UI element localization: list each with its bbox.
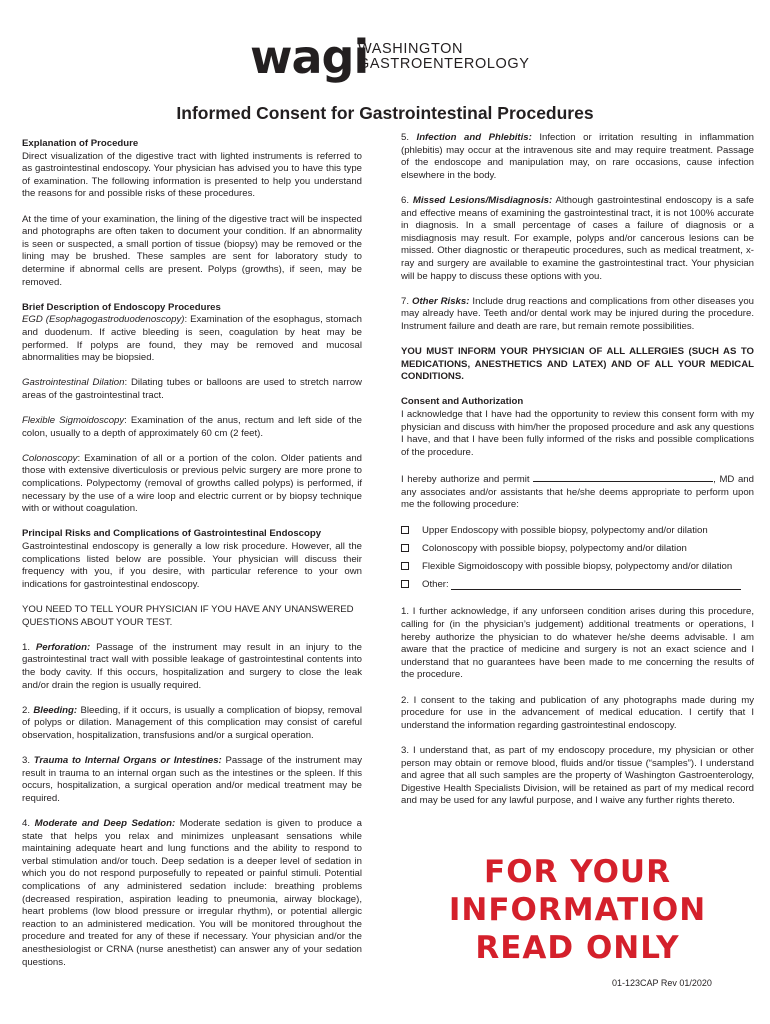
risk-term: Other Risks:: [412, 295, 470, 307]
option-label: Other:: [422, 578, 449, 590]
risk-item-6: [401, 195, 754, 283]
right-column: [401, 132, 754, 808]
sigmoidoscopy-text: : Examination of the anus, rectum and left side of the colon, usually to a depth of approximately 60 cm (2 feet).: [22, 415, 363, 439]
option-label: Colonoscopy with possible biopsy, polypectomy and/or dilation: [422, 542, 687, 554]
document-title: Informed Consent for Gastrointestinal Procedures: [176, 103, 594, 123]
consent-heading: Consent and Authorization: [401, 396, 524, 408]
risks-paragraph: Gastrointestinal endoscopy is generally a low risk procedure. However, all the complications listed below are possible. Your physician will discuss their frequency with you, if you desire, with particular reference to your own indications for gastrointestinal endoscopy.: [22, 541, 362, 590]
acknowledgement-3: 3. I understand that, as part of my endoscopy procedure, my physician or other person may obtain or remove blood, fluids and/or tissue (“samples”). I understand and agree that all such samples are the property of Washington Gastroenterology, Digestive Health Specialists Division, will be retained as part of my medical record and may be used for any lawful purpose, and I waive any further rights thereto.: [401, 744, 754, 807]
colonoscopy-term: Colonoscopy: [22, 452, 78, 464]
risk-term: Trauma to Internal Organs or Intestines:: [33, 755, 222, 767]
risk-number: 4.: [22, 818, 35, 830]
risk-item-5: [401, 132, 754, 182]
risk-term: Moderate and Deep Sedation:: [34, 818, 176, 830]
consent-paragraph: I acknowledge that I have had the opportunity to review this consent form with my physician and discuss with him/her the proposed procedure and ask any questions I have, and that I have been fully informed of the risks and possible complications of the procedure.: [401, 409, 754, 458]
risk-number: 6.: [401, 194, 413, 206]
colonoscopy-paragraph: [22, 453, 362, 516]
risk-item-1: [22, 642, 362, 692]
risk-text: Although gastrointestinal endoscopy is a safe and effective means of examining the gastrointestinal tract, it is not 100% accurate in diagnosis. In a small percentage of cases a failure of diagnosis or a misdiagnosis may result. For example, polyps and/or cancerous lesions can be missed. Other diagnostic or therapeutic procedures, such as medical treatment, x-ray and surgery are available to examine the gastrointestinal tract. Your physician will be happy to discuss these options with you.: [401, 194, 755, 282]
explanation-paragraph-1: Direct visualization of the digestive tract with lighted instruments is referred to as gastrointestinal endoscopy. Your physician has advised you to have this type of examination. The following information is presented to help you understand the reasons for and possible risks of these procedures.: [22, 150, 362, 200]
procedure-option-upper-endoscopy[interactable]: [401, 522, 754, 540]
authorization-statement: [401, 472, 754, 512]
other-procedure-field[interactable]: [451, 580, 741, 590]
left-column: [22, 138, 362, 969]
checkbox[interactable]: [401, 580, 409, 588]
risks-heading: Principal Risks and Complications of Gastrointestinal Endoscopy: [22, 528, 322, 540]
option-label: Upper Endoscopy with possible biopsy, polypectomy and/or dilation: [422, 524, 708, 536]
allergy-notice: YOU MUST INFORM YOUR PHYSICIAN OF ALL ALLERGIES (SUCH AS TO MEDICATIONS, ANESTHETICS AND LATEX) AND OF ALL YOUR MEDICAL CONDITIONS.: [401, 346, 754, 383]
stamp-line-1: FOR YOUR: [484, 854, 671, 890]
risk-term: Infection and Phlebitis:: [416, 132, 532, 143]
logo-line-1: WASHINGTON: [358, 41, 464, 57]
logo-wordmark: wagi: [250, 30, 369, 84]
risk-text: Include drug reactions and complications from other diseases you may already have. Teeth and/or dental work may be injured during the procedure. Instrument failure and death are rare, but remain remote possibilities.: [401, 295, 754, 332]
explanation-paragraph-2: At the time of your examination, the lining of the digestive tract will be inspected and photographs are often taken to document your condition. If an abnormality is seen or suspected, a small portion of tissue (biopsy) may be removed or the lining may be brushed. These samples are sent for laboratory study to determine if abnormal cells are present. Polyps (growths), if seen, may be removed.: [22, 213, 362, 288]
risk-text: Moderate sedation is given to produce a state that helps you relax and minimizes unpleasant sensations while maintaining adequate heart and lung functions and the ability to respond to verbal stimulation and/or touch. Deep sedation is a deeper level of sedation in which you do not respond purposefully to repeated or painful stimuli. Potential complications of any administered sedation include: breathing problems (decreased respiration, aspiration leading to pneumonia, airway blockage), heart problems (low blood pressure or irregular rhythm), or potential allergic reaction to an administered medication. You will be monitored throughout the procedure and treated for any of these if necessary. Your physician and/or the anesthesiologist or CRNA (nurse anesthetist) can answer any of your sedation questions.: [22, 818, 362, 968]
procedure-option-other[interactable]: [401, 576, 754, 594]
physician-name-field[interactable]: [533, 472, 713, 482]
risk-item-2: [22, 705, 362, 743]
risk-text: Infection or irritation resulting in inflammation (phlebitis) may occur at the intravenous site and may require treatment. Passage of the endoscope and manipulation may, on rare occasions, cause infection elsewhere in the body.: [401, 132, 754, 181]
questions-notice: YOU NEED TO TELL YOUR PHYSICIAN IF YOU HAVE ANY UNANSWERED QUESTIONS ABOUT YOUR TEST.: [22, 603, 354, 628]
risk-term: Missed Lesions/Misdiagnosis:: [412, 194, 553, 206]
authorize-suffix: , MD and any associates and/or assistants that he/she deems appropriate to perform upon me the following procedure:: [401, 474, 754, 511]
procedure-option-colonoscopy[interactable]: [401, 540, 754, 558]
checkbox[interactable]: [401, 526, 409, 534]
risk-number: 5.: [401, 132, 417, 143]
brief-description-heading: Brief Description of Endoscopy Procedures: [22, 301, 221, 313]
dilation-term: Gastrointestinal Dilation: [22, 377, 125, 389]
risk-text: Passage of the instrument may result in an injury to the gastrointestinal tract wall with possible leakage of gastrointestinal contents into the body cavity. If this occurs, hospitalization and surgery to close the leak and/or drain the region is usually required.: [22, 641, 362, 691]
dilation-text: : Dilating tubes or balloons are used to stretch narrow areas of the gastrointestinal tract.: [22, 377, 362, 401]
procedure-option-sigmoidoscopy[interactable]: [401, 558, 754, 576]
procedure-options: [401, 522, 754, 594]
revision-code: 01-123CAP Rev 01/2020: [612, 978, 712, 988]
egd-term: EGD (Esophagogastroduodenoscopy): [22, 314, 185, 326]
acknowledgement-1: 1. I further acknowledge, if any unforseen condition arises during this procedure, calling for (in the physician’s judgement) additional treatments or operations, I hereby authorize the physician to do whatever he/she deems advisable. I am aware that the practice of medicine and surgery is not an exact science and I understand that no guarantees have been made to me concerning the results of the procedure.: [401, 606, 754, 681]
risk-text: Bleeding, if it occurs, is usually a complication of biopsy, removal of polyps or dilation. Management of this complication may consist of careful observation, hospitalization, transfusions and/or a surgical operation.: [22, 704, 362, 741]
risk-term: Bleeding:: [33, 704, 78, 716]
risk-item-3: [22, 755, 362, 805]
risk-item-4: [22, 818, 362, 969]
stamp-line-2: INFORMATION: [448, 892, 707, 928]
egd-paragraph: [22, 314, 362, 364]
sigmoidoscopy-paragraph: [22, 415, 362, 440]
logo-line-2: GASTROENTEROLOGY: [358, 56, 530, 72]
option-label: Flexible Sigmoidoscopy with possible biopsy, polypectomy and/or dilation: [422, 560, 733, 572]
dilation-paragraph: [22, 377, 362, 402]
read-only-stamp: [401, 853, 754, 967]
risk-term: Perforation:: [35, 641, 91, 653]
explanation-heading: Explanation of Procedure: [22, 138, 139, 149]
risk-number: 1.: [22, 641, 36, 653]
logo: [250, 30, 540, 90]
risk-number: 7.: [401, 295, 413, 307]
stamp-line-3: READ ONLY: [475, 930, 680, 966]
sigmoidoscopy-term: Flexible Sigmoidoscopy: [22, 415, 125, 427]
risk-text: Passage of the instrument may result in trauma to an internal organ such as the intestines or the spleen. If this occurs, hospitalization, a surgical operation and/or medical treatment may be required.: [22, 755, 362, 804]
egd-text: : Examination of the esophagus, stomach and duodenum. If active bleeding is seen, coagulation by heat may be performed. If polyps are found, they may be removed and mucosal abnormalities may be biopsied.: [22, 314, 362, 364]
risk-number: 2.: [22, 704, 34, 716]
checkbox[interactable]: [401, 562, 409, 570]
acknowledgement-2: 2. I consent to the taking and publication of any photographs made during my procedure for use in the advancement of medical education. I certify that I understand the information regarding gastrointestinal endoscopy.: [401, 694, 754, 731]
risk-number: 3.: [22, 755, 34, 767]
checkbox[interactable]: [401, 544, 409, 552]
colonoscopy-text: : Examination of all or a portion of the colon. Older patients and those with extensive diverticulosis or previous pelvic surgery are more prone to complications. Polypectomy (removal of growths called polyps) is performed, if necessary by the use of a wire loop and electric current or by biopsy technique with or without coagulation.: [22, 452, 362, 515]
risk-item-7: [401, 296, 754, 334]
authorize-prefix: I hereby authorize and permit: [401, 474, 530, 486]
